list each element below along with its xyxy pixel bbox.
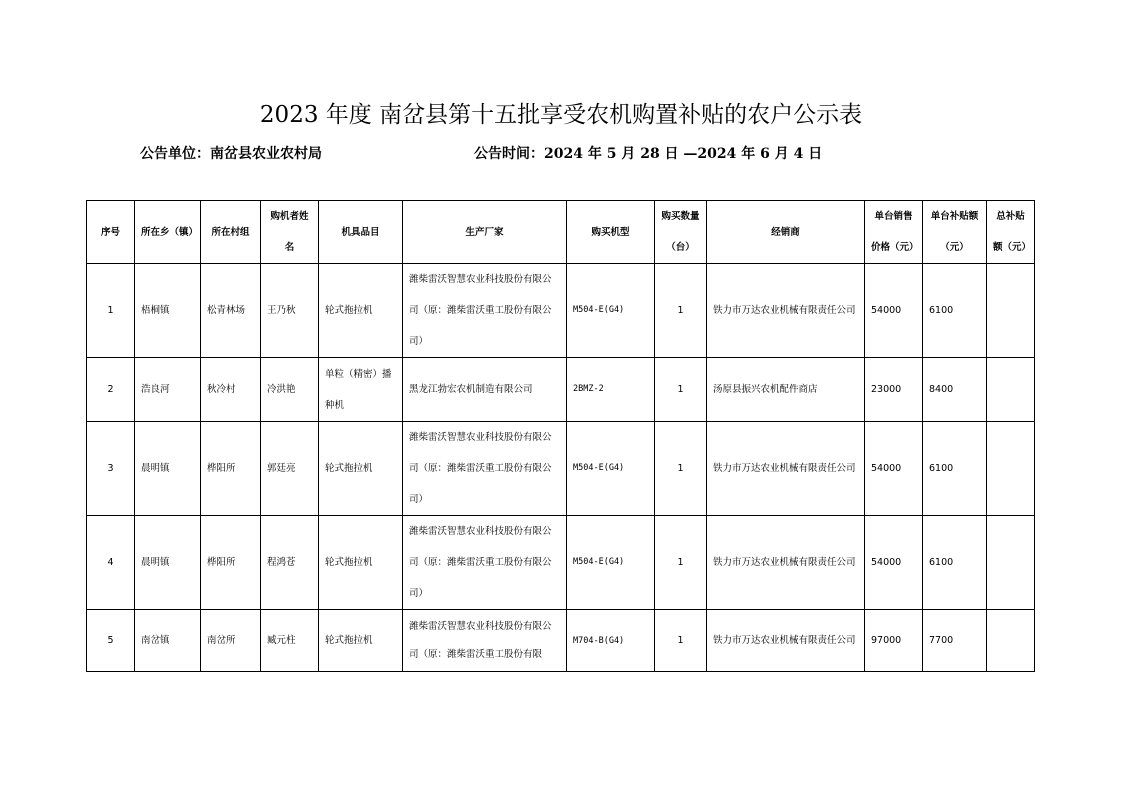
cell-town: 浩良河 — [135, 358, 201, 422]
cell-maker: 潍柴雷沃智慧农业科技股份有限公司（原：潍柴雷沃重工股份有限公司） — [403, 516, 567, 610]
subsidy-table — [86, 200, 1035, 672]
header-town: 所在乡（镇） — [135, 201, 201, 264]
table-header-row — [87, 201, 1035, 264]
cell-maker: 潍柴雷沃智慧农业科技股份有限公司（原：潍柴雷沃重工股份有限公司） — [403, 264, 567, 358]
cell-model: M704-B(G4) — [567, 610, 655, 672]
cell-seq: 5 — [87, 610, 135, 672]
cell-seq: 4 — [87, 516, 135, 610]
cell-buyer: 冷洪艳 — [261, 358, 319, 422]
cell-model: M504-E(G4) — [567, 422, 655, 516]
document-title: 2023 年度 南岔县第十五批享受农机购置补贴的农户公示表 — [259, 102, 863, 128]
cell-model: 2BMZ-2 — [567, 358, 655, 422]
cell-maker: 潍柴雷沃智慧农业科技股份有限公司（原：潍柴雷沃重工股份有限 — [403, 610, 567, 672]
header-dealer: 经销商 — [707, 201, 865, 264]
cell-price: 54000 — [865, 516, 923, 610]
cell-subsidy: 6100 — [923, 422, 987, 516]
cell-buyer: 王乃秋 — [261, 264, 319, 358]
cell-dealer: 铁力市万达农业机械有限责任公司 — [707, 610, 865, 672]
cell-model: M504-E(G4) — [567, 516, 655, 610]
cell-town: 晨明镇 — [135, 422, 201, 516]
announce-unit: 公告单位：南岔县农业农村局 — [140, 146, 322, 162]
cell-price: 54000 — [865, 422, 923, 516]
header-price: 单台销售价格（元） — [865, 201, 923, 264]
cell-dealer: 铁力市万达农业机械有限责任公司 — [707, 422, 865, 516]
header-village: 所在村组 — [201, 201, 261, 264]
table-row — [87, 264, 1035, 358]
header-buyer: 购机者姓名 — [261, 201, 319, 264]
cell-qty: 1 — [655, 422, 707, 516]
cell-item: 轮式拖拉机 — [319, 422, 403, 516]
header-qty: 购买数量（台） — [655, 201, 707, 264]
cell-dealer: 汤原县振兴农机配件商店 — [707, 358, 865, 422]
cell-subsidy: 7700 — [923, 610, 987, 672]
cell-village: 松青林场 — [201, 264, 261, 358]
header-model: 购买机型 — [567, 201, 655, 264]
cell-price: 23000 — [865, 358, 923, 422]
cell-subsidy: 8400 — [923, 358, 987, 422]
cell-seq: 3 — [87, 422, 135, 516]
cell-town: 南岔镇 — [135, 610, 201, 672]
cell-dealer: 铁力市万达农业机械有限责任公司 — [707, 264, 865, 358]
cell-buyer: 郭廷亮 — [261, 422, 319, 516]
cell-buyer: 程鸿苍 — [261, 516, 319, 610]
header-total: 总补贴额（元） — [987, 201, 1035, 264]
cell-subsidy: 6100 — [923, 264, 987, 358]
cell-model: M504-E(G4) — [567, 264, 655, 358]
table-row — [87, 422, 1035, 516]
cell-item: 轮式拖拉机 — [319, 610, 403, 672]
cell-item: 轮式拖拉机 — [319, 516, 403, 610]
cell-dealer: 铁力市万达农业机械有限责任公司 — [707, 516, 865, 610]
header-subsidy: 单台补贴额（元） — [923, 201, 987, 264]
cell-seq: 1 — [87, 264, 135, 358]
cell-maker: 潍柴雷沃智慧农业科技股份有限公司（原：潍柴雷沃重工股份有限公司） — [403, 422, 567, 516]
cell-town: 晨明镇 — [135, 516, 201, 610]
cell-buyer: 臧元柱 — [261, 610, 319, 672]
cell-total — [987, 610, 1035, 672]
table-row — [87, 610, 1035, 672]
header-seq: 序号 — [87, 201, 135, 264]
cell-qty: 1 — [655, 264, 707, 358]
cell-maker: 黑龙江勃宏农机制造有限公司 — [403, 358, 567, 422]
cell-total — [987, 422, 1035, 516]
cell-price: 54000 — [865, 264, 923, 358]
cell-seq: 2 — [87, 358, 135, 422]
cell-total — [987, 358, 1035, 422]
cell-total — [987, 516, 1035, 610]
cell-qty: 1 — [655, 516, 707, 610]
announce-time: 公告时间：2024 年 5 月 28 日 —2024 年 6 月 4 日 — [474, 146, 823, 162]
cell-village: 秋冷村 — [201, 358, 261, 422]
cell-village: 桦阳所 — [201, 516, 261, 610]
cell-subsidy: 6100 — [923, 516, 987, 610]
table-row — [87, 358, 1035, 422]
table-row — [87, 516, 1035, 610]
cell-village: 桦阳所 — [201, 422, 261, 516]
header-maker: 生产厂家 — [403, 201, 567, 264]
cell-price: 97000 — [865, 610, 923, 672]
cell-item: 单粒（精密）播种机 — [319, 358, 403, 422]
header-item: 机具品目 — [319, 201, 403, 264]
cell-item: 轮式拖拉机 — [319, 264, 403, 358]
cell-qty: 1 — [655, 610, 707, 672]
cell-town: 梧桐镇 — [135, 264, 201, 358]
cell-village: 南岔所 — [201, 610, 261, 672]
cell-total — [987, 264, 1035, 358]
cell-qty: 1 — [655, 358, 707, 422]
